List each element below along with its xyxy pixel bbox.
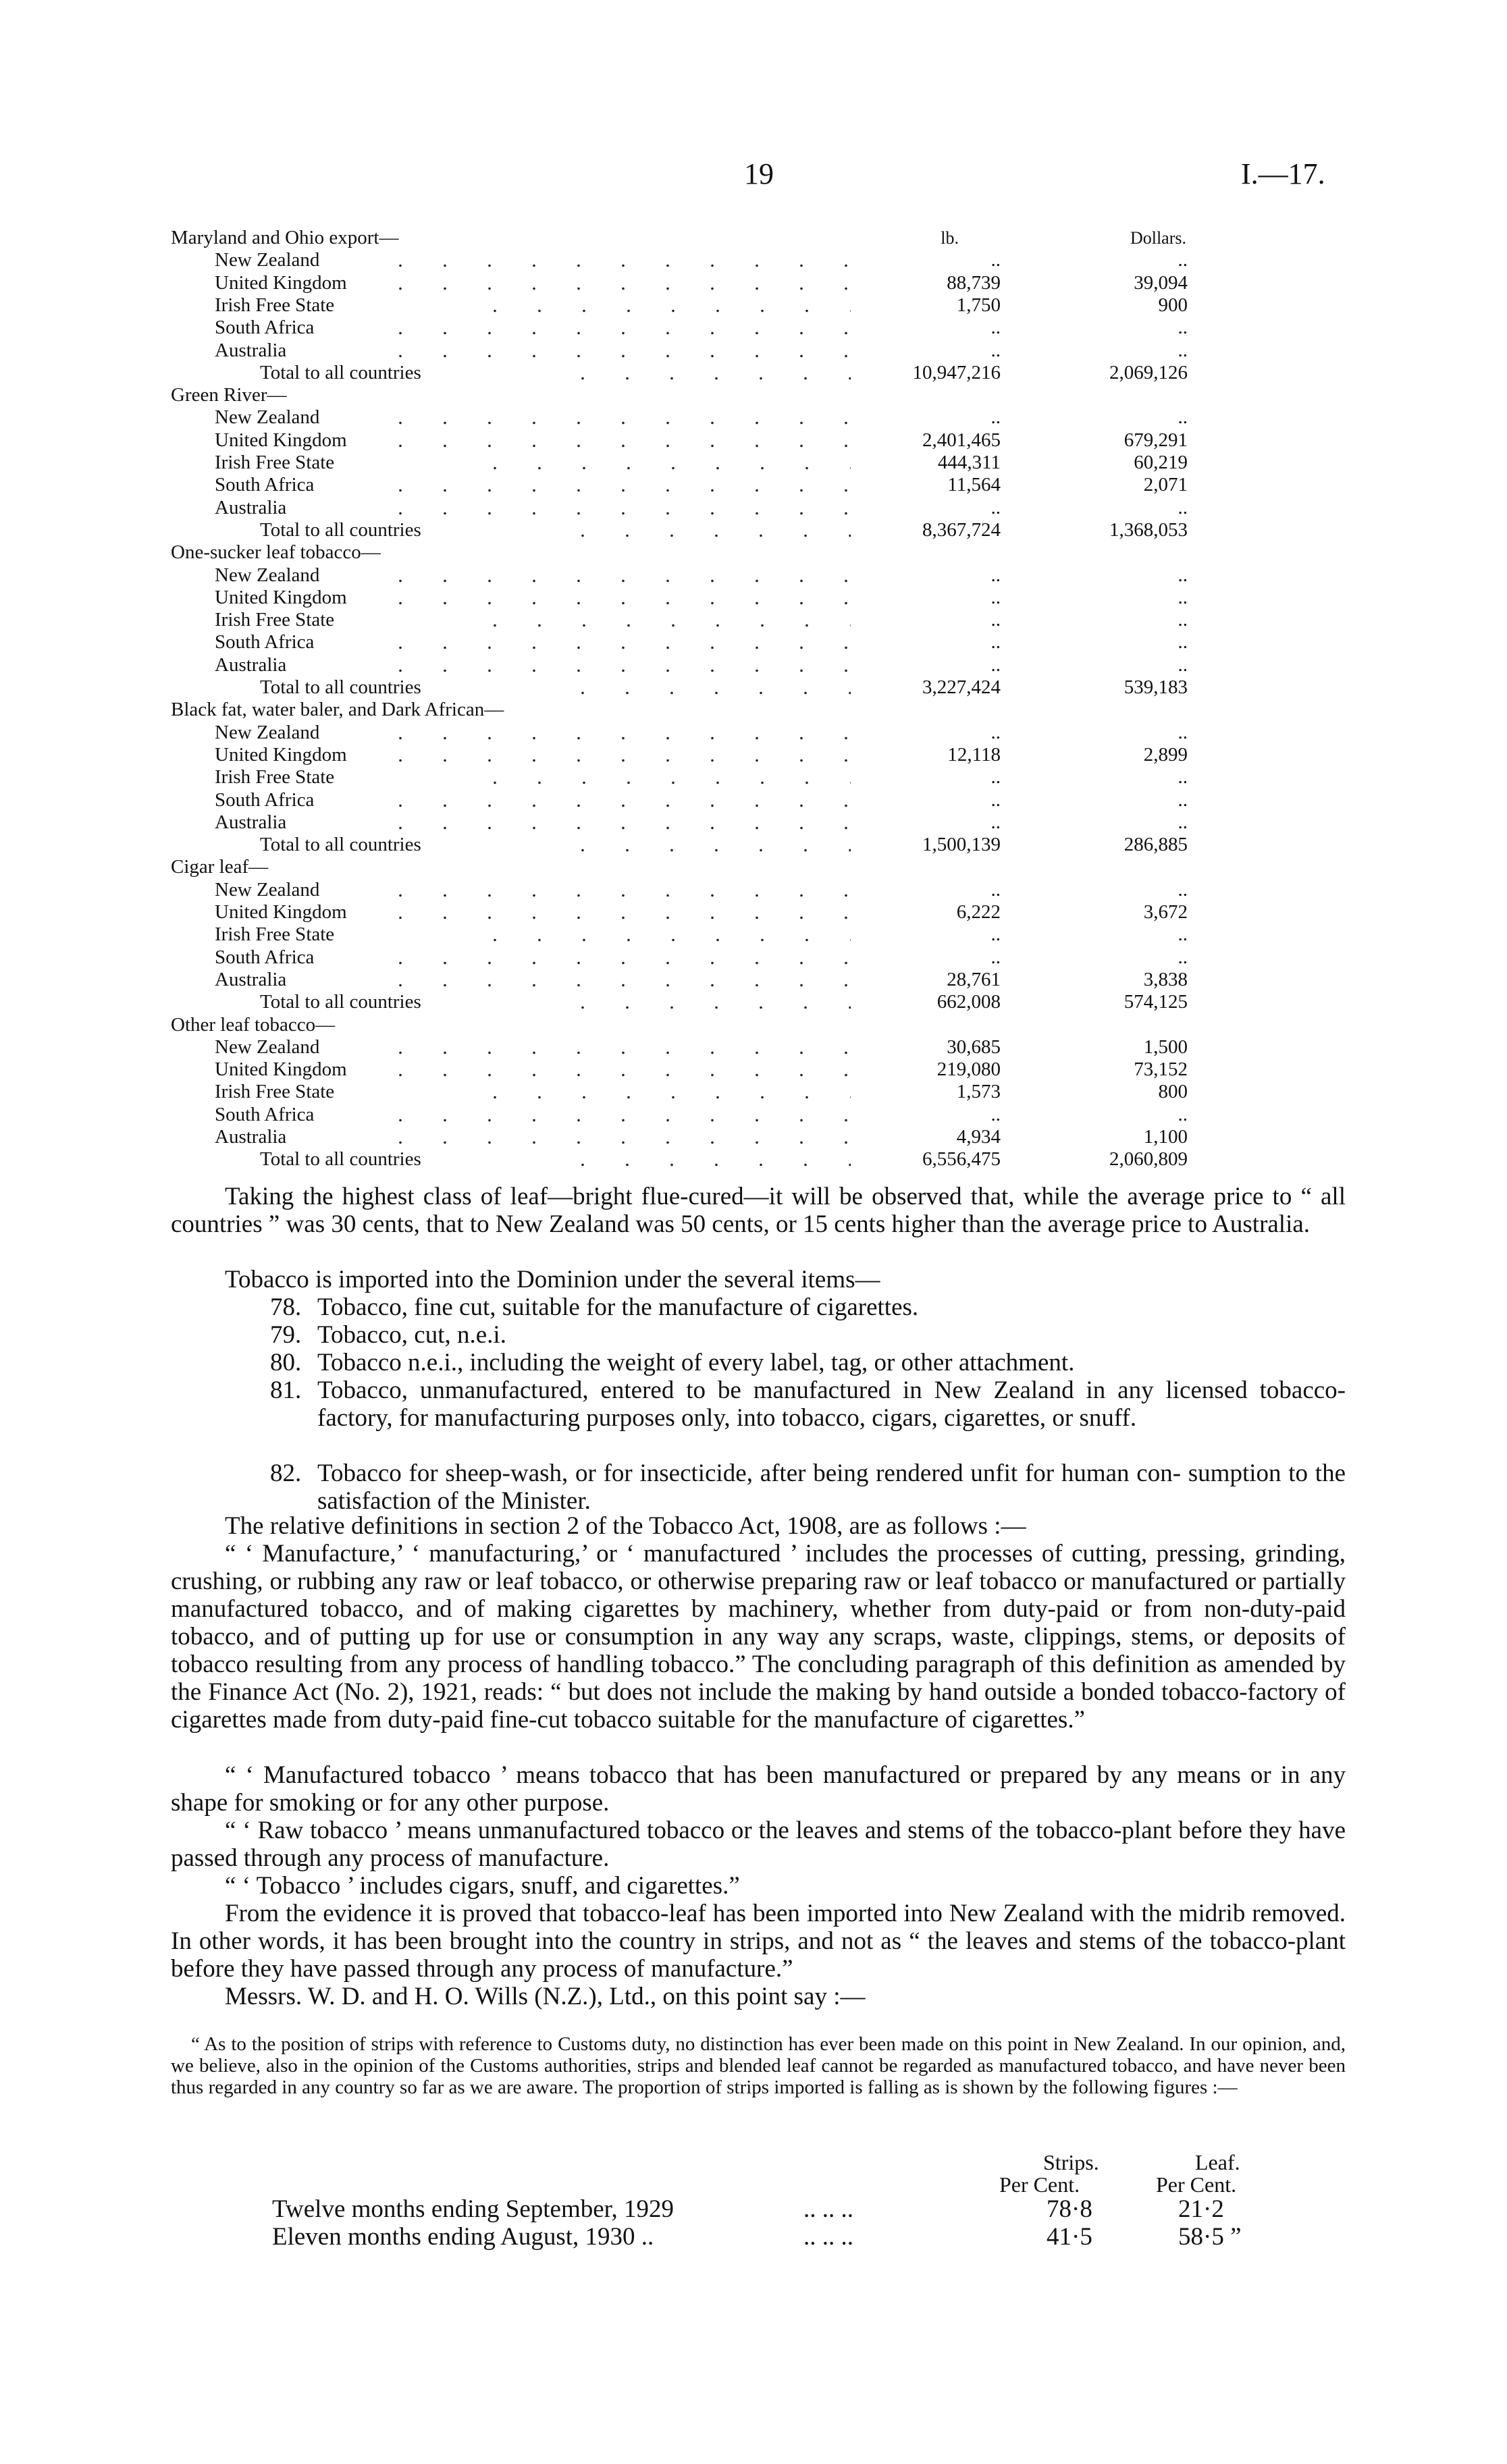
row-label: Australia xyxy=(215,811,287,833)
value-lb: .. xyxy=(990,586,1001,608)
value-dollars: 286,885 xyxy=(1123,834,1188,856)
table-row xyxy=(0,1126,1507,1148)
value-dollars: .. xyxy=(1178,766,1188,788)
section-title: Green River— xyxy=(171,384,287,406)
value-lb: .. xyxy=(990,631,1001,653)
value-dollars: 1,100 xyxy=(1143,1126,1188,1148)
item-number: 82. xyxy=(270,1459,302,1487)
value-lb: 4,934 xyxy=(956,1126,1001,1148)
table-row xyxy=(0,654,1507,676)
table-row xyxy=(0,609,1507,631)
section-title: Black fat, water baler, and Dark African— xyxy=(171,699,504,721)
table-row xyxy=(0,901,1507,923)
page-number: 19 xyxy=(744,157,774,190)
leader-dots xyxy=(378,474,851,496)
row-label: Australia xyxy=(215,339,287,361)
item-text: Tobacco, cut, n.e.i. xyxy=(317,1321,506,1349)
row-label: Australia xyxy=(215,968,287,990)
row-label: New Zealand xyxy=(215,249,320,271)
definition-raw-tobacco: “ ‘ Raw tobacco ’ means unmanufactured tobacco or the leaves and stems of the tobacco-plant before they have passed through any process of manufacture. xyxy=(171,1817,1346,1872)
row-label: Total to all countries xyxy=(260,834,421,856)
value-lb: 3,227,424 xyxy=(922,676,1001,698)
value-dollars: 2,071 xyxy=(1143,474,1188,496)
definition-manufacture: “ ‘ Manufacture,’ ‘ manufacturing,’ or ‘ manufactured ’ includes the processes of cutting, pressing, grinding, crushing, or rubbing any raw or leaf tobacco, or otherwise preparing raw or leaf tobacco or manufactured or partially manufactured tobacco, and of making cigarettes by machinery, whether from duty-paid or from non-duty-paid tobacco, and of putting up for use or consumption in any way any scraps, waste, clippings, stems, or deposits of tobacco resulting from any process of handling tobacco.” The concluding paragraph of this definition as amended by the Finance Act (No. 2), 1921, reads: “ but does not include the making by hand outside a bonded tobacco-factory of cigarettes made from duty-paid fine-cut tobacco suitable for the manufacture of cigarettes.” xyxy=(171,1540,1346,1734)
section-title: Other leaf tobacco— xyxy=(171,1013,336,1036)
leader-dots xyxy=(378,1036,851,1059)
leader-dots xyxy=(473,294,851,317)
leader-dots xyxy=(378,249,851,271)
value-lb: 1,573 xyxy=(956,1081,1001,1103)
row-label: South Africa xyxy=(215,946,315,968)
value-dollars: .. xyxy=(1178,406,1188,429)
leader-dots xyxy=(378,497,851,519)
leader-dots xyxy=(378,654,851,676)
table-row xyxy=(0,1081,1507,1103)
figure-row-label: Twelve months ending September, 1929 xyxy=(272,2195,675,2223)
figure-row-strips: 41·5 xyxy=(1047,2223,1092,2251)
paragraph: Tobacco is imported into the Dominion under the several items— xyxy=(225,1266,880,1293)
value-dollars: .. xyxy=(1178,317,1188,339)
leaf-unit: Per Cent. xyxy=(1156,2172,1237,2197)
value-lb: .. xyxy=(990,496,1001,518)
value-lb: .. xyxy=(990,406,1001,429)
row-label: Irish Free State xyxy=(215,609,335,631)
leader-dots xyxy=(378,340,851,362)
leader-dots xyxy=(473,923,851,946)
value-dollars: 3,672 xyxy=(1143,901,1188,923)
value-lb: 88,739 xyxy=(947,271,1001,294)
value-lb: .. xyxy=(990,564,1001,586)
table-row xyxy=(0,497,1507,519)
value-dollars: 679,291 xyxy=(1123,429,1188,451)
value-lb: 6,556,475 xyxy=(922,1148,1001,1171)
column-header-dollars: Dollars. xyxy=(1130,228,1186,248)
row-label: Total to all countries xyxy=(260,676,421,698)
row-label: Total to all countries xyxy=(260,1148,421,1171)
value-lb: 30,685 xyxy=(947,1036,1001,1058)
table-row xyxy=(0,317,1507,339)
paragraph: Messrs. W. D. and H. O. Wills (N.Z.), Ltd., on this point say :— xyxy=(225,1983,866,2010)
value-dollars: 2,899 xyxy=(1143,743,1188,766)
row-label: Irish Free State xyxy=(215,766,335,788)
leader-dots xyxy=(473,766,851,788)
value-dollars: .. xyxy=(1178,811,1188,833)
figure-row-leaf: 21·2 xyxy=(1178,2195,1224,2223)
row-label: South Africa xyxy=(215,474,315,496)
value-dollars: 539,183 xyxy=(1123,676,1188,698)
value-lb: 10,947,216 xyxy=(912,361,1001,383)
item-number: 81. xyxy=(270,1376,302,1404)
leader-dots xyxy=(473,1081,851,1103)
paragraph: From the evidence it is proved that tobacco-leaf has been imported into New Zealand with the midrib removed. In other words, it has been brought into the country in strips, and not as “ the leaves and stems of the tobacco-plant before they have passed through any process of manufacture.” xyxy=(171,1900,1346,1983)
table-row xyxy=(0,879,1507,901)
row-label: United Kingdom xyxy=(215,1059,347,1081)
column-header-lb: lb. xyxy=(941,228,959,248)
item-text: Tobacco for sheep-wash, or for insecticide, after being rendered unfit for human con- sumption to the satisfaction of the Minister. xyxy=(317,1459,1346,1515)
row-label: Irish Free State xyxy=(215,923,335,946)
value-lb: .. xyxy=(990,721,1001,743)
row-label: Australia xyxy=(215,653,287,676)
figure-row-label: Eleven months ending August, 1930 .. xyxy=(272,2223,654,2251)
row-label: South Africa xyxy=(215,1103,315,1125)
table-row xyxy=(0,474,1507,496)
row-label: United Kingdom xyxy=(215,743,347,766)
row-label: Irish Free State xyxy=(215,294,335,316)
table-row xyxy=(0,969,1507,991)
row-label: Irish Free State xyxy=(215,452,335,473)
leader-dots xyxy=(560,834,851,856)
value-dollars: .. xyxy=(1178,788,1188,811)
row-label: United Kingdom xyxy=(215,429,347,451)
total-row xyxy=(0,991,1507,1013)
value-dollars: .. xyxy=(1178,249,1188,271)
row-label: South Africa xyxy=(215,317,315,339)
value-dollars: .. xyxy=(1178,946,1188,968)
row-label: Total to all countries xyxy=(260,518,421,541)
value-dollars: 60,219 xyxy=(1134,452,1188,473)
item-number: 78. xyxy=(270,1293,302,1321)
table-row xyxy=(0,587,1507,609)
item-number: 80. xyxy=(270,1349,302,1376)
leader-dots xyxy=(378,631,851,653)
leader-dots xyxy=(378,1126,851,1148)
row-label: New Zealand xyxy=(215,721,320,743)
section-title-row xyxy=(0,541,1507,564)
value-lb: 6,222 xyxy=(956,901,1001,923)
value-lb: .. xyxy=(990,249,1001,271)
section-title-row xyxy=(0,699,1507,721)
table-row xyxy=(0,766,1507,788)
value-dollars: 574,125 xyxy=(1123,991,1188,1013)
document-reference: I.—17. xyxy=(1241,157,1325,190)
table-row xyxy=(0,406,1507,429)
value-lb: 28,761 xyxy=(947,968,1001,990)
section-title-row xyxy=(0,384,1507,406)
value-lb: .. xyxy=(990,653,1001,676)
leader-dots xyxy=(378,901,851,923)
table-row xyxy=(0,811,1507,834)
value-lb: 219,080 xyxy=(936,1059,1001,1081)
section-title: Maryland and Ohio export— xyxy=(171,227,399,248)
row-label: Australia xyxy=(215,1126,287,1148)
value-lb: .. xyxy=(990,946,1001,968)
table-row xyxy=(0,429,1507,452)
leader-dots xyxy=(378,879,851,901)
table-row xyxy=(0,946,1507,969)
value-dollars: 900 xyxy=(1158,294,1188,316)
value-dollars: .. xyxy=(1178,653,1188,676)
total-row xyxy=(0,676,1507,699)
table-row xyxy=(0,452,1507,474)
value-dollars: .. xyxy=(1178,586,1188,608)
total-row xyxy=(0,834,1507,856)
leader-dots xyxy=(378,1059,851,1081)
leader-dots xyxy=(378,429,851,452)
total-row xyxy=(0,519,1507,541)
figure-row-leaders: .. .. .. xyxy=(803,2195,853,2223)
value-dollars: .. xyxy=(1178,496,1188,518)
value-dollars: .. xyxy=(1178,721,1188,743)
value-dollars: .. xyxy=(1178,564,1188,586)
leader-dots xyxy=(378,1104,851,1126)
item-text: Tobacco, fine cut, suitable for the manufacture of cigarettes. xyxy=(317,1293,919,1321)
value-dollars: .. xyxy=(1178,1103,1188,1125)
value-lb: .. xyxy=(990,811,1001,833)
leader-dots xyxy=(378,587,851,609)
leader-dots xyxy=(378,722,851,744)
paragraph: The relative definitions in section 2 of the Tobacco Act, 1908, are as follows :— xyxy=(225,1512,1026,1540)
table-row xyxy=(0,1104,1507,1126)
strips-unit: Per Cent. xyxy=(999,2172,1080,2197)
leader-dots xyxy=(378,744,851,766)
value-lb: 662,008 xyxy=(936,991,1001,1013)
value-dollars: 39,094 xyxy=(1134,271,1188,294)
leader-dots xyxy=(378,317,851,339)
total-row xyxy=(0,1148,1507,1171)
row-label: South Africa xyxy=(215,788,315,811)
row-label: New Zealand xyxy=(215,878,320,901)
value-dollars: .. xyxy=(1178,631,1188,653)
leader-dots xyxy=(378,946,851,969)
value-lb: 11,564 xyxy=(947,474,1001,496)
value-lb: 1,500,139 xyxy=(922,834,1001,856)
figure-row-leaders: .. .. .. xyxy=(803,2223,853,2251)
leaf-header: Leaf. xyxy=(1195,2150,1240,2174)
leader-dots xyxy=(560,1148,851,1171)
value-dollars: 2,069,126 xyxy=(1109,361,1188,383)
table-row xyxy=(0,564,1507,587)
value-dollars: .. xyxy=(1178,339,1188,361)
row-label: New Zealand xyxy=(215,406,320,429)
leader-dots xyxy=(378,811,851,834)
table-row xyxy=(0,294,1507,317)
leader-dots xyxy=(560,676,851,699)
value-lb: 444,311 xyxy=(937,452,1001,473)
strips-header: Strips. xyxy=(1043,2150,1099,2174)
value-lb: 2,401,465 xyxy=(922,429,1001,451)
value-dollars: .. xyxy=(1178,923,1188,946)
value-dollars: 1,500 xyxy=(1143,1036,1188,1058)
value-lb: .. xyxy=(990,339,1001,361)
value-dollars: .. xyxy=(1178,609,1188,631)
quotation: “ As to the position of strips with reference to Customs duty, no distinction has ever been made on this point in New Zealand. In our opinion, and, we believe, also in the opinion of the Customs authorities, strips and blended leaf cannot be regarded as manufactured tobacco, and have never been thus regarded in any country so far as we are aware. The proportion of strips imported is falling as is shown by the following figures :— xyxy=(171,2033,1346,2098)
row-label: United Kingdom xyxy=(215,271,347,294)
section-title-row xyxy=(0,856,1507,878)
row-label: South Africa xyxy=(215,631,315,653)
item-number: 79. xyxy=(270,1321,302,1349)
section-title: One-sucker leaf tobacco— xyxy=(171,541,381,564)
row-label: New Zealand xyxy=(215,1036,320,1058)
definition-tobacco: “ ‘ Tobacco ’ includes cigars, snuff, and cigarettes.” xyxy=(225,1872,740,1900)
value-lb: .. xyxy=(990,788,1001,811)
item-text: Tobacco, unmanufactured, entered to be manufactured in New Zealand in any licensed tobacco-factory, for manufacturing purposes only, into tobacco, cigars, cigarettes, or snuff. xyxy=(317,1376,1346,1432)
table-row xyxy=(0,722,1507,744)
leader-dots xyxy=(473,609,851,631)
leader-dots xyxy=(378,564,851,587)
leader-dots xyxy=(560,519,851,541)
definition-manufactured-tobacco: “ ‘ Manufactured tobacco ’ means tobacco that has been manufactured or prepared by any means or in any shape for smoking or for any other purpose. xyxy=(171,1761,1346,1817)
leader-dots xyxy=(560,991,851,1013)
leader-dots xyxy=(378,406,851,429)
figure-row-leaf: 58·5 ” xyxy=(1178,2223,1242,2251)
table-row xyxy=(0,249,1507,271)
total-row xyxy=(0,362,1507,384)
section-title-row xyxy=(0,1014,1507,1036)
table-row xyxy=(0,272,1507,294)
table-row xyxy=(0,744,1507,766)
value-lb: .. xyxy=(990,878,1001,901)
row-label: Australia xyxy=(215,496,287,518)
value-lb: 8,367,724 xyxy=(922,518,1001,541)
leader-dots xyxy=(378,272,851,294)
table-row xyxy=(0,923,1507,946)
value-lb: .. xyxy=(990,609,1001,631)
row-label: Total to all countries xyxy=(260,991,421,1013)
leader-dots xyxy=(378,969,851,991)
leader-dots xyxy=(378,789,851,811)
figure-row-strips: 78·8 xyxy=(1047,2195,1092,2223)
value-dollars: 73,152 xyxy=(1134,1059,1188,1081)
value-lb: .. xyxy=(990,1103,1001,1125)
row-label: Irish Free State xyxy=(215,1081,335,1103)
section-title: Cigar leaf— xyxy=(171,856,269,878)
table-row xyxy=(0,789,1507,811)
item-text: Tobacco n.e.i., including the weight of every label, tag, or other attachment. xyxy=(317,1349,1075,1376)
value-dollars: 3,838 xyxy=(1143,968,1188,990)
row-label: Total to all countries xyxy=(260,361,421,383)
row-label: United Kingdom xyxy=(215,901,347,923)
table-row xyxy=(0,340,1507,362)
paragraph: Taking the highest class of leaf—bright flue-cured—it will be observed that, while the average price to “ all countries ” was 30 cents, that to New Zealand was 50 cents, or 15 cents higher than the average price to Australia. xyxy=(171,1183,1346,1238)
table-row xyxy=(0,1059,1507,1081)
value-lb: .. xyxy=(990,317,1001,339)
leader-dots xyxy=(473,452,851,474)
value-dollars: 800 xyxy=(1158,1081,1188,1103)
value-lb: .. xyxy=(990,923,1001,946)
value-lb: 1,750 xyxy=(956,294,1001,316)
value-dollars: .. xyxy=(1178,878,1188,901)
leader-dots xyxy=(560,362,851,384)
value-lb: .. xyxy=(990,766,1001,788)
value-dollars: 2,060,809 xyxy=(1109,1148,1188,1171)
table-row xyxy=(0,631,1507,653)
table-row xyxy=(0,1036,1507,1059)
value-lb: 12,118 xyxy=(947,743,1001,766)
section-title-row xyxy=(0,227,1507,249)
row-label: United Kingdom xyxy=(215,586,347,608)
row-label: New Zealand xyxy=(215,564,320,586)
value-dollars: 1,368,053 xyxy=(1109,518,1188,541)
